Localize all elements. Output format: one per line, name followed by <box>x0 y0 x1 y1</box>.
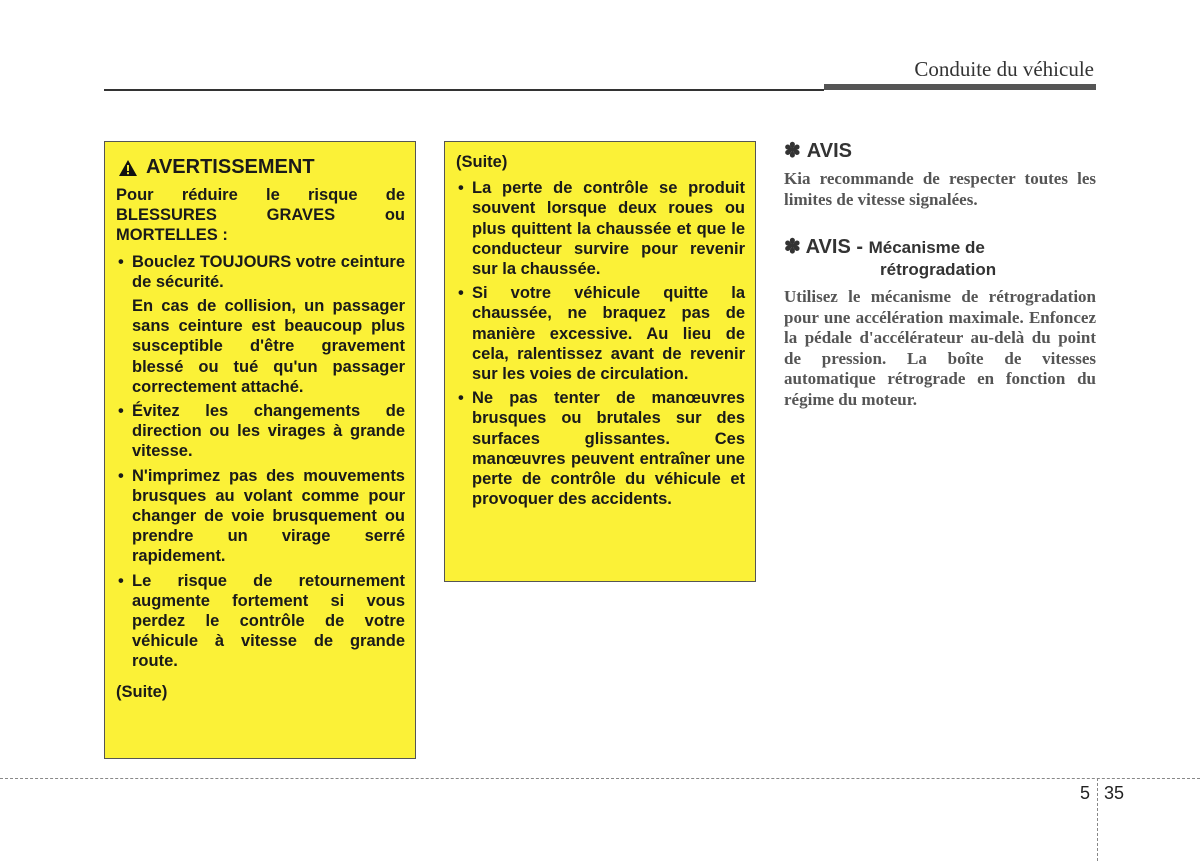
list-item <box>116 252 405 397</box>
bullet: • <box>118 402 124 421</box>
warning-intro: Pour réduire le risque de BLESSURES GRAVES ou MORTELLES : <box>116 186 405 245</box>
list-item-text: Le risque de retournement augmente fortement si vous perdez le contrôle de votre véhicule à vitesse de grande route. <box>132 571 405 671</box>
continued-warning-box <box>444 141 756 582</box>
warning-title-text: AVERTISSEMENT <box>146 156 315 178</box>
bullet: • <box>118 466 124 485</box>
notice-section <box>784 236 1096 410</box>
list-item <box>456 178 745 279</box>
notice-subtitle-continued: rétrogradation <box>880 260 997 279</box>
list-item-text: Si votre véhicule quitte la chaussée, ne braquez pas de manière excessive. Au lieu de cela, ralentissez avant de revenir sur les voies de circulation. <box>472 284 745 384</box>
notice-title-text: AVIS - <box>805 236 864 258</box>
list-item-text: Évitez les changements de direction ou les virages à grande vitesse. <box>132 402 405 461</box>
running-header: Conduite du véhicule <box>914 57 1094 81</box>
bullet: • <box>118 252 124 271</box>
chapter-number: 5 <box>1080 783 1091 803</box>
notice-title-text: AVIS <box>806 140 852 162</box>
header-rule <box>104 89 824 91</box>
footer-divider <box>0 778 1200 779</box>
list-item <box>116 571 405 672</box>
list-item-extra: En cas de collision, un passager sans ceinture est beaucoup plus susceptible d'être gravement blessé ou tué qu'un passager correctement attaché. <box>132 297 405 396</box>
notice-text: Utilisez le mécanisme de rétrogradation pour une accélération maximale. Enfoncez la pédale d'accélérateur au-delà du point de pression. La boîte de vitesses automatique rétrograde en fonction du régime du moteur. <box>784 287 1096 409</box>
header-rule-accent <box>824 84 1096 90</box>
list-item <box>456 283 745 384</box>
warning-box <box>104 141 416 759</box>
list-item-text: Ne pas tenter de manœuvres brusques ou brutales sur des surfaces glissantes. Ces manœuvres peuvent entraîner une perte de contrôle du véhicule et provoquer des accidents. <box>472 389 745 509</box>
notice-title <box>784 236 1096 259</box>
list-item-text: N'imprimez pas des mouvements brusques au volant comme pour changer de voie brusquement ou prendre un virage serré rapidement. <box>132 466 405 566</box>
list-item <box>116 401 405 462</box>
list-item <box>116 466 405 567</box>
warning-triangle-icon <box>118 159 138 177</box>
continued-list <box>456 178 745 509</box>
warning-list <box>116 252 405 672</box>
notice-title <box>784 138 1096 163</box>
footer-vertical-divider <box>1097 778 1098 861</box>
notice-text: Kia recommande de respecter toutes les limites de vitesse signalées. <box>784 169 1096 209</box>
list-item <box>456 388 745 509</box>
continued-heading: (Suite) <box>456 153 508 171</box>
bullet: • <box>118 571 124 590</box>
notice-column <box>784 138 1096 410</box>
page-number: 35 <box>1104 783 1125 803</box>
list-item-text: Bouclez TOUJOURS votre ceinture de sécurité. <box>132 252 405 291</box>
asterisk-icon: ✽ <box>784 140 801 162</box>
asterisk-icon: ✽ <box>784 236 801 258</box>
bullet: • <box>458 284 464 303</box>
continued-label: (Suite) <box>116 682 168 701</box>
list-item-text: La perte de contrôle se produit souvent lorsque deux roues ou plus quittent la chaussée et que le conducteur survire pour revenir sur la chaussée. <box>472 179 745 279</box>
warning-title <box>118 156 405 179</box>
notice-subtitle: Mécanisme de <box>868 238 985 257</box>
bullet: • <box>458 179 464 198</box>
bullet: • <box>458 389 464 408</box>
